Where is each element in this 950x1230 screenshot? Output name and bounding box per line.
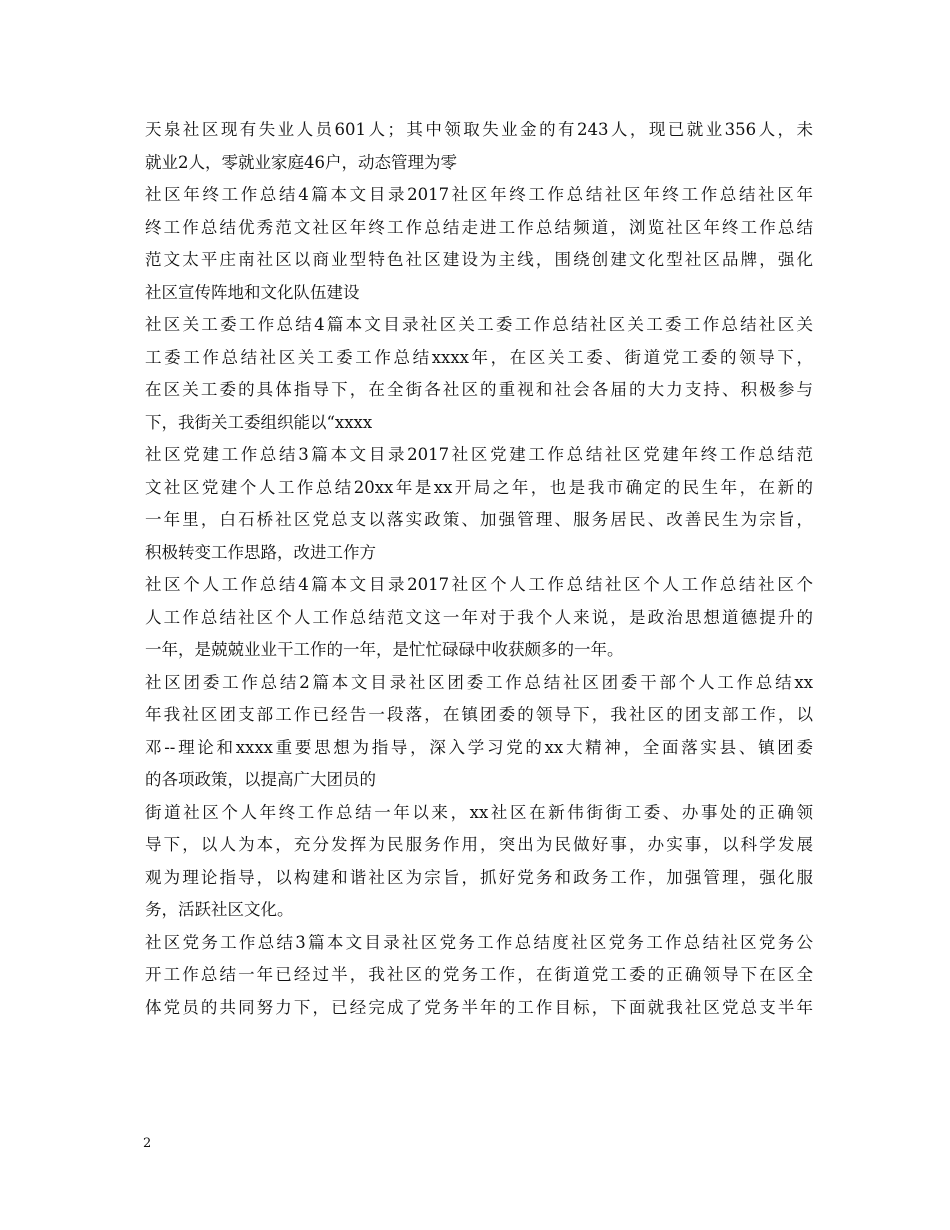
- text-line: 社区个人工作总结4篇本文目录2017社区个人工作总结社区个人工作总结社区个: [145, 575, 813, 594]
- text-line: 社区团委工作总结2篇本文目录社区团委工作总结社区团委干部个人工作总结xx: [145, 672, 813, 692]
- text-line: 一年里，白石桥社区党总支以落实政策、加强管理、服务居民、改善民生为宗旨，: [145, 510, 813, 529]
- text-line: 范文太平庄南社区以商业型特色社区建设为主线，围绕创建文化型社区品牌，强化: [145, 250, 813, 269]
- text-line: 社区党建工作总结3篇本文目录2017社区党建工作总结社区党建年终工作总结范: [145, 445, 813, 464]
- page-number: 2: [143, 1136, 152, 1151]
- text-line: 社区关工委工作总结4篇本文目录社区关工委工作总结社区关工委工作总结社区关: [145, 315, 813, 334]
- text-line: 年我社区团支部工作已经告一段落，在镇团委的领导下，我社区的团支部工作，以: [145, 705, 813, 724]
- text-line: 一年，是兢兢业业干工作的一年，是忙忙碌碌中收获颇多的一年。: [145, 640, 624, 659]
- text-line: 工委工作总结社区关工委工作总结xxxx年，在区关工委、街道党工委的领导下，: [145, 347, 813, 367]
- text-line: 文社区党建个人工作总结20xx年是xx开局之年，也是我市确定的民生年，在新的: [145, 477, 813, 497]
- text-line: 街道社区个人年终工作总结一年以来，xx社区在新伟街街工委、办事处的正确领: [145, 802, 813, 822]
- body-text: [145, 114, 813, 1024]
- text-line: 务，活跃社区文化。: [145, 900, 294, 919]
- text-line: 就业2人，零就业家庭46户，动态管理为零: [145, 152, 457, 172]
- text-line: 终工作总结优秀范文社区年终工作总结走进工作总结频道，浏览社区年终工作总结: [145, 217, 813, 237]
- text-line: 社区党务工作总结3篇本文目录社区党务工作总结度社区党务工作总结社区党务公: [145, 932, 813, 952]
- text-line: 下，我街关工委组织能以“xxxx: [145, 412, 373, 432]
- text-line: 开工作总结一年已经过半，我社区的党务工作，在街道党工委的正确领导下在区全: [145, 965, 813, 984]
- text-line: 导下，以人为本，充分发挥为民服务作用，突出为民做好事，办实事，以科学发展: [145, 835, 813, 854]
- text-line: 邓--理论和xxxx重要思想为指导，深入学习党的xx大精神，全面落实县、镇团委: [145, 737, 813, 757]
- text-line: 社区宣传阵地和文化队伍建设: [145, 282, 360, 302]
- text-line: 天泉社区现有失业人员601人；其中领取失业金的有243人，现已就业356人，未: [145, 120, 813, 139]
- text-line: 社区年终工作总结4篇本文目录2017社区年终工作总结社区年终工作总结社区年: [145, 185, 813, 204]
- text-line: 积极转变工作思路，改进工作方: [145, 542, 376, 562]
- text-line: 人工作总结社区个人工作总结范文这一年对于我个人来说，是政治思想道德提升的: [145, 607, 813, 627]
- text-line: 在区关工委的具体指导下，在全街各社区的重视和社会各届的大力支持、积极参与: [145, 380, 813, 399]
- text-line: 的各项政策，以提高广大团员的: [145, 770, 376, 789]
- text-line: 体党员的共同努力下，已经完成了党务半年的工作目标，下面就我社区党总支半年: [145, 997, 813, 1017]
- text-line: 观为理论指导，以构建和谐社区为宗旨，抓好党务和政务工作，加强管理，强化服: [145, 867, 813, 887]
